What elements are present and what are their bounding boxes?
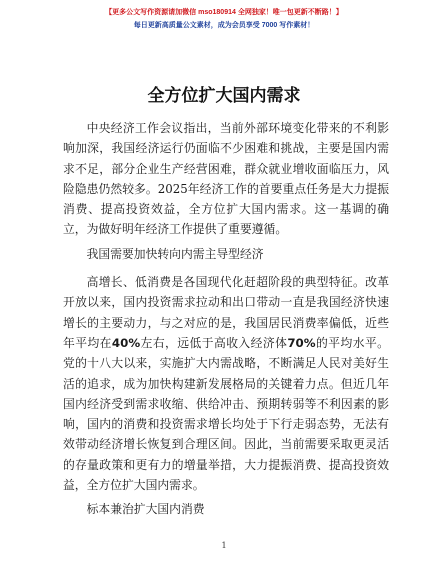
- section-heading-domestic-demand: 我国需要加快转向内需主导型经济: [86, 246, 264, 261]
- promo-banner-line-2: 每日更新高质量公文素材，成为会员享受 7000 写作素材！: [133, 22, 315, 29]
- high-income-rate-value: 70%: [287, 335, 316, 350]
- section-heading-consumption: 标本兼治扩大国内消费: [86, 502, 205, 517]
- document-title: 全方位扩大国内需求: [147, 86, 301, 106]
- paragraph-intro: 中央经济工作会议指出，当前外部环境变化带来的不利影响加深，我国经济运行仍面临不少困难和挑战，主要是国内需求不足，部分企业生产经营困难，群众就业增收面临压力，风险隐患仍然较多。2025年经济工作的首要重点任务是大力提振消费、提高投资效益，全方位扩大国内需求。这一基调的确立，为做好明年经济工作提供了重要遵循。: [63, 121, 389, 237]
- consumption-rate-value: 40%: [111, 335, 141, 350]
- promo-banner-line-1: 【更多公文写作资源请加微信 mso180914 全网独家！唯一包更新不断路！】: [105, 9, 343, 16]
- paragraph-text: 的平均水平。党的十八大以来，实施扩大内需战略，不断满足人民对美好生活的追求，成为加快构建新发展格局的关键着力点。但近几年国内经济受到需求收缩、供给冲击、预期转弱等不利因素的影响，国内的消费和投资需求增长均处于下行走弱态势，无法有效带动经济增长恢复到合理区间。因此，当前需要采取更灵活的存量政策和更有力的增量举措，大力提振消费、提高投资效益，全方位扩大国内需求。: [63, 335, 389, 493]
- document-body: [63, 118, 389, 528]
- paragraph-text: 左右，远低于高收入经济体: [140, 335, 288, 350]
- paragraph-text: 高增长、低消费是各国现代化赶超阶段的典型特征。改革开放以来，国内投资需求拉动和出口带动一直是我国经济快速增长的主要动力，与之对应的是，我国居民消费率偏低，近些年平均在: [63, 275, 389, 350]
- paragraph-consumption-rate: [63, 272, 389, 495]
- page-number: 1: [221, 541, 227, 550]
